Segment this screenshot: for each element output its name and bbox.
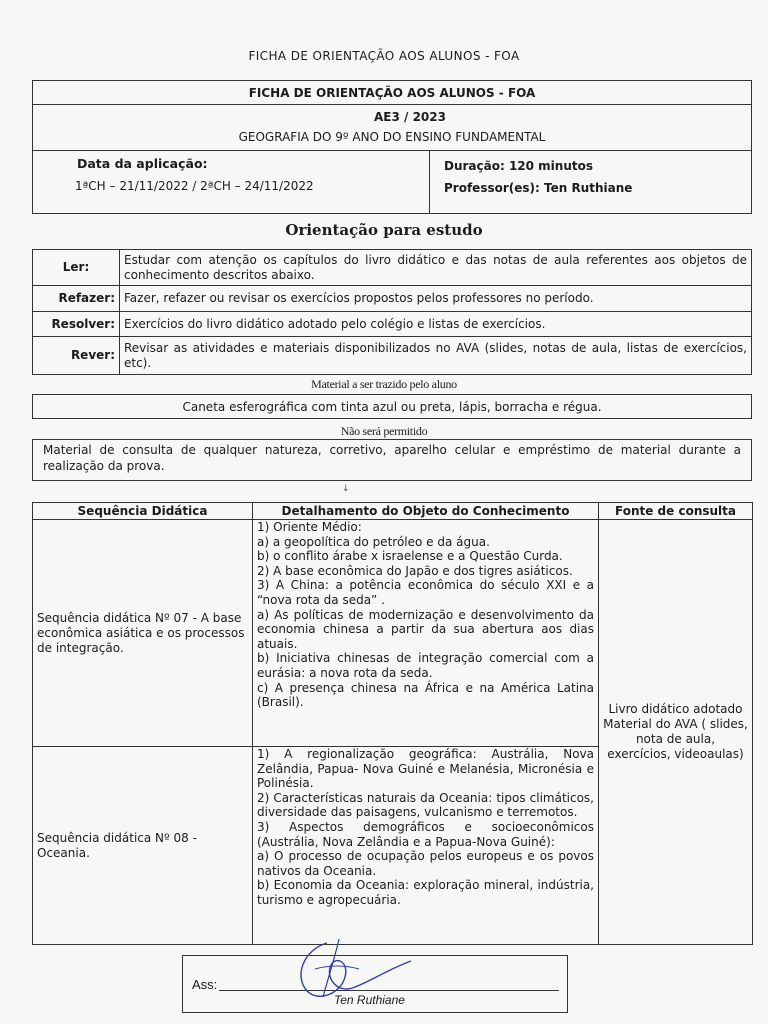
subject-label: GEOGRAFIA DO 9º ANO DO ENSINO FUNDAMENTAL <box>238 130 546 144</box>
detail-line: a) As políticas de modernização e desenvolvimento da economia chinesa a partir da sua abertura aos dias atuais. <box>257 607 594 651</box>
scan-mark: ↓ <box>342 484 350 494</box>
detail-line: 2) A base econômica do Japão e dos tigres asiáticos. <box>257 563 573 578</box>
bring-label: Material a ser trazido pelo aluno <box>311 377 457 391</box>
page-header: FICHA DE ORIENTAÇÃO AOS ALUNOS - FOA <box>248 49 520 63</box>
forbidden-text: Material de consulta de qualquer natureza, corretivo, aparelho celular e empréstimo de material durante a realização da prova. <box>32 439 752 481</box>
detail-line: b) o conflito árabe x israelense e a Questão Curda. <box>257 549 563 564</box>
text-rever: Revisar as atividades e materiais disponibilizados no AVA (slides, notas de aula, listas de exercícios, etc). <box>120 337 752 375</box>
detail-line: 1) Oriente Médio: <box>257 520 362 534</box>
signature-label: Ass: <box>192 977 218 992</box>
sequence-08: Sequência didática Nº 08 - Oceania. <box>33 747 253 945</box>
application-dates: 1ªCH – 21/11/2022 / 2ªCH – 24/11/2022 <box>75 179 314 193</box>
sequence-07: Sequência didática Nº 07 - A base econômica asiática e os processos de integração. <box>33 520 253 747</box>
label-resolver: Resolver: <box>33 312 120 337</box>
label-refazer: Refazer: <box>33 286 120 312</box>
duration-cell <box>430 151 752 214</box>
orientation-table <box>32 249 752 375</box>
detail-line: a) O processo de ocupação pelos europeus e os povos nativos da Oceania. <box>257 849 594 878</box>
header-table <box>32 80 752 214</box>
forbidden-label: Não será permitido <box>340 424 428 438</box>
teacher-label: Professor(es): Ten Ruthiane <box>444 181 633 195</box>
source-cell: Livro didático adotado Material do AVA ( slides, nota de aula, exercícios, videoaulas) <box>599 520 753 945</box>
detail-line: 3) A China: a potência econômica do século XXI e a “nova rota da seda” . <box>257 578 594 607</box>
header-details: Detalhamento do Objeto do Conhecimento <box>253 503 599 520</box>
detail-line: c) A presença chinesa na África e na América Latina (Brasil). <box>257 680 594 710</box>
detail-line: a) a geopolítica do petróleo e da água. <box>257 534 490 549</box>
details-08 <box>253 747 599 945</box>
detail-line: 2) Características naturais da Oceania: tipos climáticos, diversidade das paisagens, vulcanismo e terremotos. <box>257 790 594 820</box>
header-info <box>33 105 752 151</box>
header-sequence: Sequência Didática <box>33 503 253 520</box>
details-07 <box>253 520 599 747</box>
text-ler: Estudar com atenção os capítulos do livro didático e das notas de aula referentes aos objetos de conhecimento descritos abaixo. <box>120 250 752 286</box>
orientation-title: Orientação para estudo <box>285 221 483 239</box>
application-label: Data da aplicação: <box>77 156 208 171</box>
detail-line: b) Economia da Oceania: exploração mineral, indústria, turismo e agropecuária. <box>257 878 594 907</box>
detail-line: b) Iniciativa chinesas de integração comercial com a eurásia: a nova rota da seda. <box>257 651 594 680</box>
application-cell <box>33 151 430 214</box>
content-table <box>32 502 753 945</box>
label-rever: Rever: <box>33 337 120 375</box>
duration-label: Duração: 120 minutos <box>444 159 594 173</box>
header-source: Fonte de consulta <box>599 503 753 520</box>
label-ler: Ler: <box>33 250 120 286</box>
assessment-label: AE3 / 2023 <box>374 110 446 124</box>
text-resolver: Exercícios do livro didático adotado pelo colégio e listas de exercícios. <box>120 312 752 337</box>
bring-text: Caneta esferográfica com tinta azul ou preta, lápis, borracha e régua. <box>32 394 752 419</box>
detail-line: 3) Aspectos demográficos e socioeconômicos (Austrália, Nova Zelândia e a Papua-Nova Guiné): <box>257 819 594 849</box>
text-refazer: Fazer, refazer ou revisar os exercícios propostos pelos professores no período. <box>120 286 752 312</box>
detail-line: 1) A regionalização geográfica: Austrália, Nova Zelândia, Papua- Nova Guiné e Melanésia, Micronésia e Polinésia. <box>257 747 594 791</box>
header-title: FICHA DE ORIENTAÇÃO AOS ALUNOS - FOA <box>33 81 752 105</box>
signature-name: Ten Ruthiane <box>334 993 405 1007</box>
